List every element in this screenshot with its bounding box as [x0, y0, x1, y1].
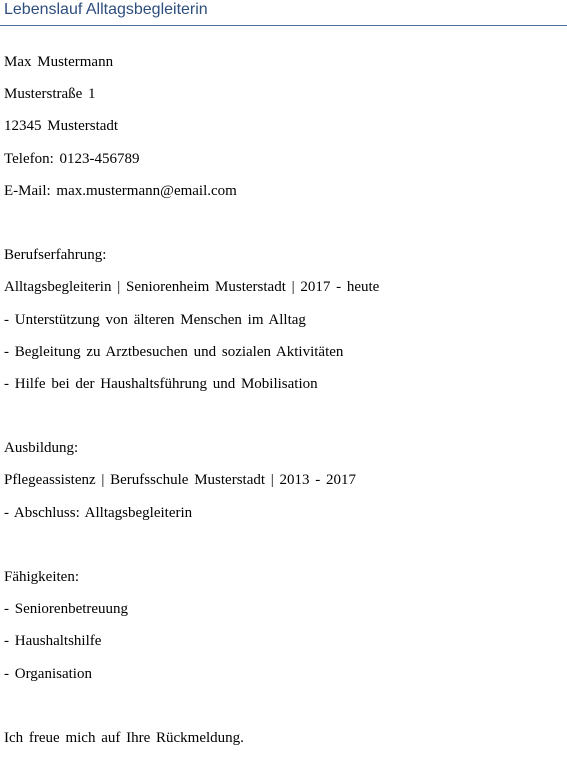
skills-item: - Haushaltshilfe	[4, 633, 102, 650]
spacer	[4, 535, 379, 555]
education-item: - Abschluss: Alltagsbegleiterin	[4, 504, 193, 521]
experience-heading: Berufserfahrung:	[4, 247, 107, 264]
document-title: Lebenslauf Alltagsbegleiterin	[4, 1, 208, 18]
contact-email: E-Mail: max.mustermann@email.com	[4, 182, 237, 199]
title-divider	[0, 25, 567, 26]
experience-position: Alltagsbegleiterin | Seniorenheim Musterstadt | 2017 - heute	[4, 279, 380, 296]
contact-city: 12345 Musterstadt	[4, 118, 119, 135]
contact-street: Musterstraße 1	[4, 86, 96, 103]
spacer	[4, 213, 379, 233]
spacer	[4, 406, 379, 426]
skills-heading: Fähigkeiten:	[4, 569, 79, 585]
experience-item: - Hilfe bei der Haushaltsführung und Mobilisation	[4, 375, 318, 392]
contact-phone: Telefon: 0123-456789	[4, 150, 140, 167]
closing-line: Ich freue mich auf Ihre Rückmeldung.	[4, 729, 244, 746]
document-body	[4, 52, 379, 760]
contact-name: Max Mustermann	[4, 54, 114, 70]
experience-item: - Unterstützung von älteren Menschen im Alltag	[4, 311, 306, 328]
spacer	[4, 696, 379, 716]
education-heading: Ausbildung:	[4, 440, 79, 457]
skills-item: - Organisation	[4, 665, 92, 682]
education-entry: Pflegeassistenz | Berufsschule Musterstadt | 2013 - 2017	[4, 472, 357, 489]
skills-item: - Seniorenbetreuung	[4, 601, 129, 618]
experience-item: - Begleitung zu Arztbesuchen und sozialen Aktivitäten	[4, 343, 344, 360]
